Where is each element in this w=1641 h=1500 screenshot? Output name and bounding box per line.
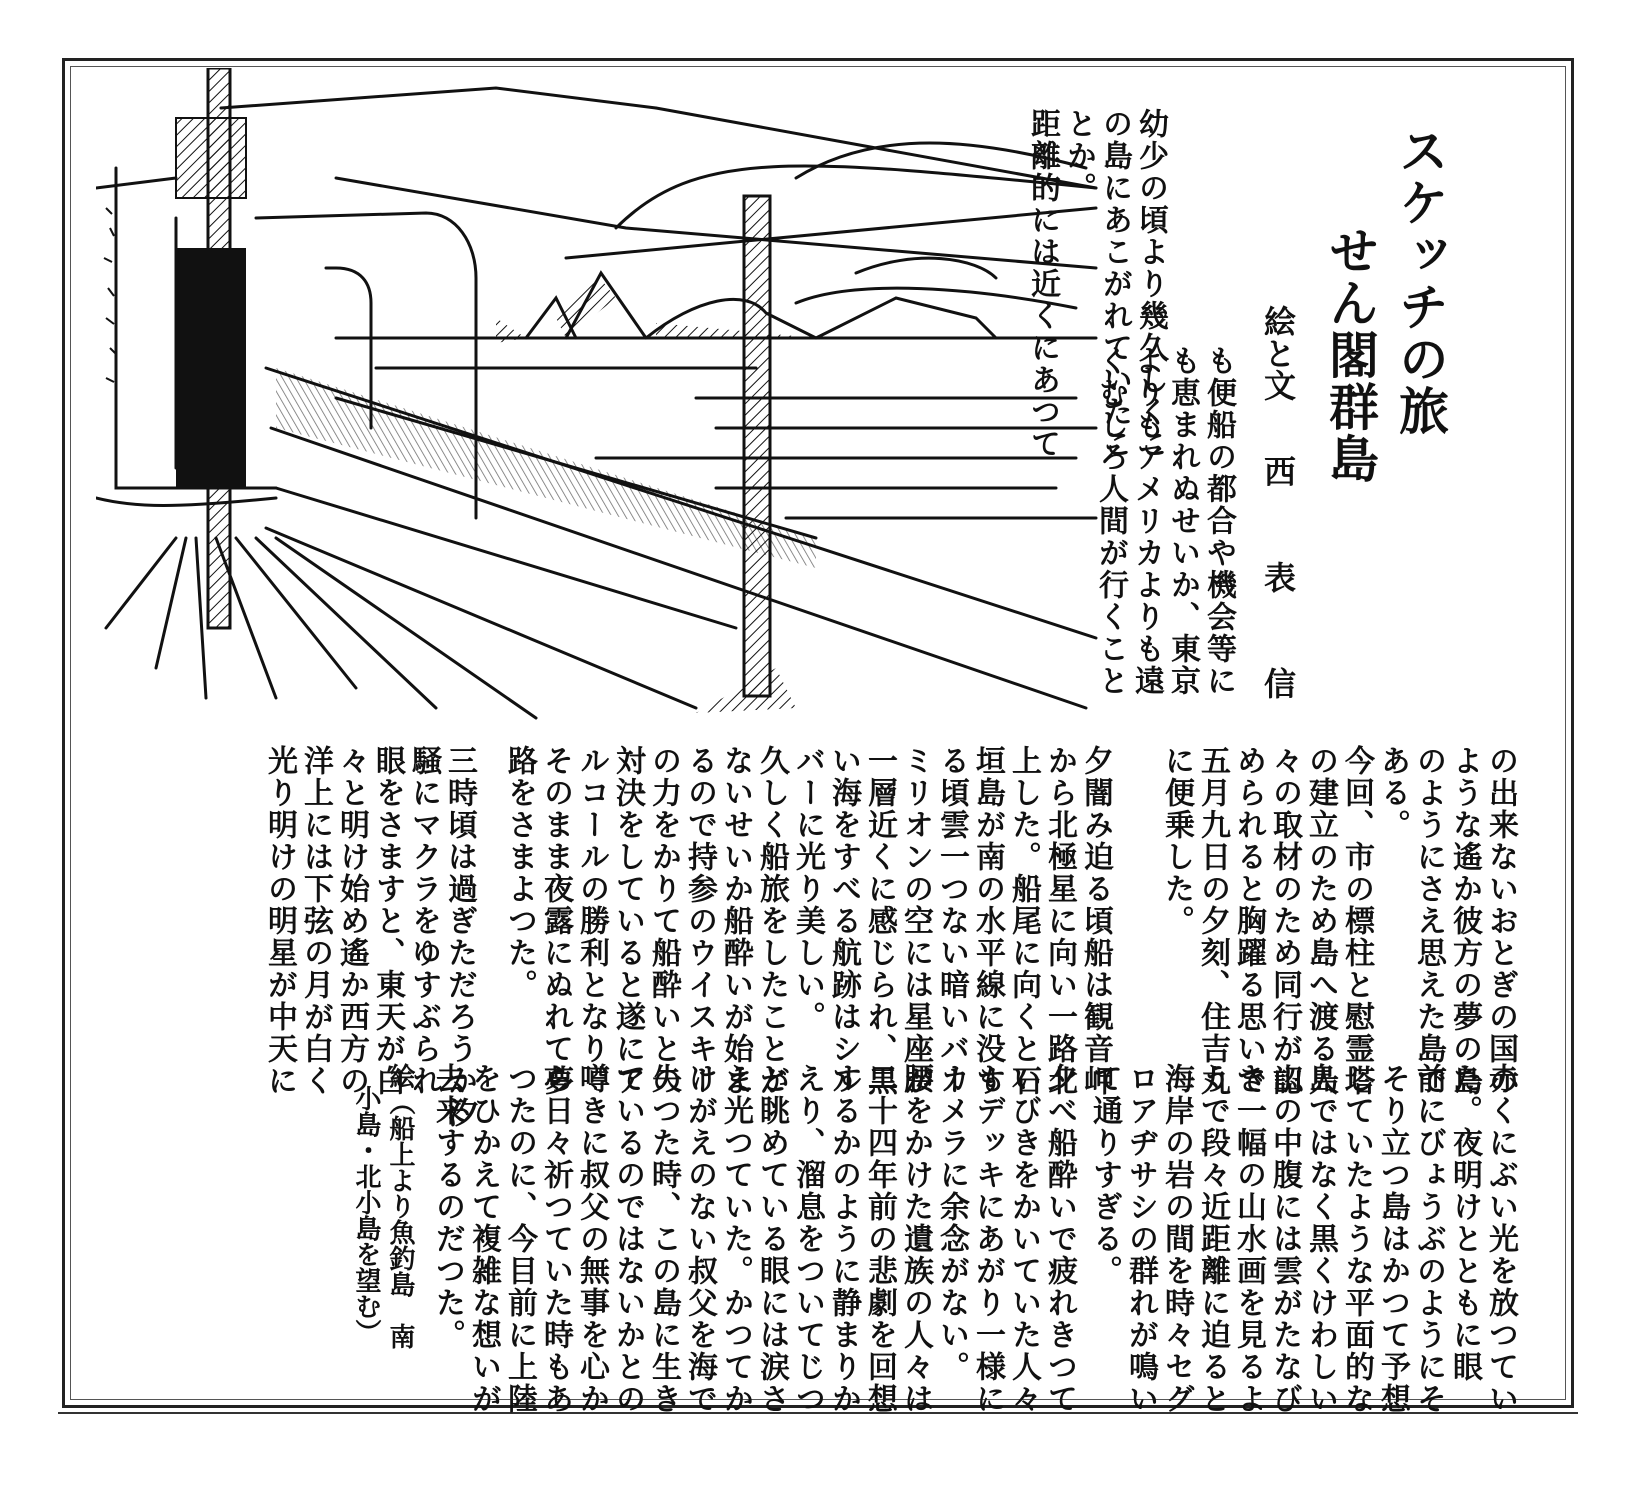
body-column: 久しく船旅をしたことが [754,745,789,1097]
body-column: 今回、市の標柱と慰霊塔 [1339,745,1374,1097]
body-column: 騒にマクラをゆすぶられ [406,745,441,1097]
title-line-2: せん閣群島 [1321,225,1379,485]
intro-column: くむしろ人間が行くこと [1093,345,1128,697]
body-column: る頃雲一つない暗いバー [934,745,969,1097]
body-column: 垣島が南の水平線に没す [970,745,1005,1097]
body-column: していたような平面的な [1339,1063,1374,1415]
body-column: カメラに余念がない。 [934,1063,969,1383]
body-column: 三時頃は過ぎただろうか汐 [442,745,477,1129]
body-column: い海をすべる航跡はシル [826,745,861,1097]
body-column: 光り明けの明星が中天に [262,745,297,1097]
body-column: と眺めている眼には涙さ [754,1063,789,1415]
body-column: もデッキにあがり一様に [970,1063,1005,1415]
body-column: ルコールの勝利となり、 [574,745,609,1097]
body-column: の出来ないおとぎの国の [1483,745,1518,1097]
body-column: 一層近くに感じられ、黒 [862,745,897,1097]
body-column: けがえのない叔父を海で [682,1063,717,1415]
body-column: いびきをかいていた人々 [1006,1063,1041,1415]
body-column: て通りすぎる。 [1087,1063,1122,1287]
body-column: 洋上には下弦の月が白く [298,745,333,1097]
body-column: 腰をかけた遺族の人々は [898,1063,933,1415]
body-column: 島ではなく黒くけわしい [1303,1063,1338,1415]
body-column: の建立のため島へ渡る人 [1303,745,1338,1097]
body-column: うで段々近距離に迫ると [1195,1063,1230,1415]
intro-column: も恵まれぬせいか、東京 [1165,345,1200,697]
byline-label: 絵と文 [1259,305,1297,401]
intro-column: 幼少の頃より幾久しくこ [1133,108,1168,460]
body-column: 五月九日の夕刻、住吉丸 [1195,745,1230,1097]
body-column: 々の取材のため同行が認 [1267,745,1302,1097]
body-column: ているのではないかとの [610,1063,645,1415]
body-column: 路をさまよつた。 [502,745,537,1001]
body-column: つたのに、今目前に上陸 [502,1063,537,1415]
body-column: ら日々祈つていた時もあ [538,1063,573,1415]
body-column: 赤くにぶい光を放つてい [1483,1063,1518,1415]
body-column: 去来するのだつた。 [430,1063,465,1351]
body-column: 前にびょうぶのようにそ [1411,1063,1446,1415]
byline-name: 西 表 信 [1259,455,1297,717]
body-column: 夕闇み迫る頃船は観音岬 [1078,745,1113,1097]
body-column: するかのように静まりか [826,1063,861,1415]
body-column: をひかえて複雑な想いが [466,1063,501,1415]
body-column: ある。 [1375,745,1410,841]
body-column: の力をかりて船酔いとの [646,745,681,1097]
intro-column: 距離的には近くにあつて [1025,108,1060,460]
body-column: 上した。船尾に向くと石 [1006,745,1041,1097]
body-column: ないせいか船酔いが始ま [718,745,753,1097]
body-column: に便乗した。 [1159,745,1194,937]
body-column: 夕べ船酔いで疲れきつて [1042,1063,1077,1415]
body-column: から北極星に向い一路北 [1042,745,1077,1097]
ship-deck-illustration [96,68,1106,723]
body-column: 対決をしていると遂にア [610,745,645,1097]
intro-column: も便船の都合や機会等に [1201,345,1236,697]
body-column: 噂きに叔父の無事を心か [574,1063,609,1415]
body-column: そのまま夜露にぬれて夢 [538,745,573,1097]
intro-column: とか。 [1061,108,1096,204]
body-column: ような遙か彼方の夢の島 [1447,745,1482,1097]
illustration-caption: 絵（船上より魚釣島 南 [385,1063,415,1349]
body-column: 々と明け始め遙か西方の [334,745,369,1097]
body-column: ミリオンの空には星座が [898,745,933,1097]
body-column: 失つた時、この島に生き [646,1063,681,1415]
title-line-1: スケッチの旅 [1391,125,1449,437]
body-column: き一幅の山水画を見るよ [1231,1063,1266,1415]
body-column: 海岸の岩の間を時々セグ [1159,1063,1194,1415]
body-column: 山の中腹には雲がたなび [1267,1063,1302,1415]
body-column: え光つていた。かつてか [718,1063,753,1415]
body-column: 眼をさますと、東天が白 [370,745,405,1097]
body-column: るので持参のウイスキー [682,745,717,1097]
body-column: められると胸躍る思いで [1231,745,1266,1097]
body-column: 二十四年前の悲劇を回想 [862,1063,897,1415]
intro-column: の島にあこがれていたこ [1097,108,1132,460]
body-column: ロアヂサシの群れが鳴い [1123,1063,1158,1415]
illustration-caption: 小島・北小島を望む） [351,1085,381,1345]
body-column: のようにさえ思えた島で [1411,745,1446,1097]
body-column: えり、溜息をついてじつ [790,1063,825,1415]
body-column: そり立つ島はかつて予想 [1375,1063,1410,1415]
intro-column: よりもアメリカよりも遠 [1129,345,1164,697]
body-column: た。夜明けとともに眼 [1447,1063,1482,1383]
body-column: バーに光り美しい。 [790,745,825,1033]
